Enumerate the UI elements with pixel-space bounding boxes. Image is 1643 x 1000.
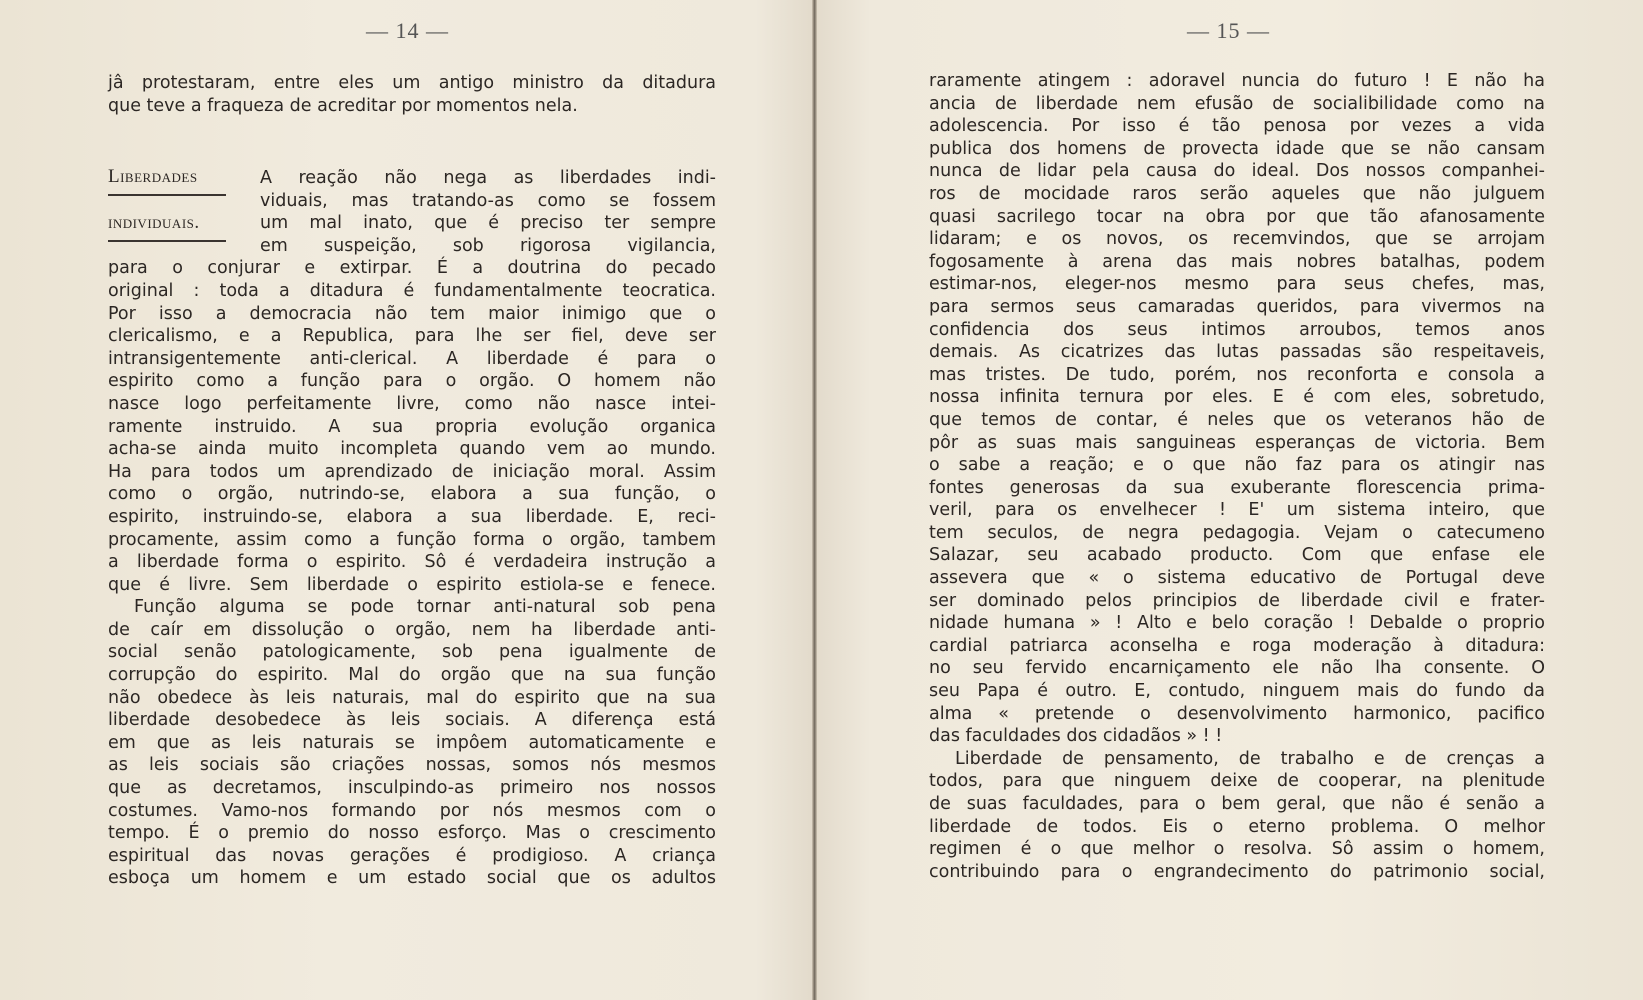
text-line: confidencia dos seus intimos arroubos, temos anos xyxy=(929,319,1545,340)
text-line: nidade humana » ! Alto e belo coração ! Debalde o proprio xyxy=(929,613,1545,634)
text-line: veril, para os envelhecer ! E' um sistema inteiro, que xyxy=(929,500,1545,521)
left-body-paragraph xyxy=(108,167,716,890)
text-line: seu Papa é outro. E, contudo, ninguem mais do fundo da xyxy=(929,681,1545,702)
text-line: assevera que « o sistema educativo de Portugal deve xyxy=(929,568,1545,589)
text-line: adolescencia. Por isso é tão penosa por vezes a vida xyxy=(929,116,1545,137)
text-line: mas tristes. De tudo, porém, nos reconforta e consola a xyxy=(929,364,1545,385)
text-line: um mal inato, que é preciso ter sempre xyxy=(260,213,716,234)
text-line: todos, para que ninguem deixe de cooperar, na plenitude xyxy=(929,771,1545,792)
text-line: ser dominado pelos principios de liberdade civil e frater- xyxy=(929,590,1545,611)
text-line: lidaram; e os novos, os recemvindos, que se arrojam xyxy=(929,229,1545,250)
text-line: contribuindo para o engrandecimento do patrimonio social, xyxy=(929,861,1545,882)
text-line: ancia de liberdade nem efusão de socialibilidade como na xyxy=(929,93,1545,114)
text-line: publica dos homens de provecta idade que se não cansam xyxy=(929,138,1545,159)
text-line: ros de mocidade raros serão aqueles que não julguem xyxy=(929,183,1545,204)
text-line: Função alguma se pode tornar anti-natural sob pena xyxy=(134,597,716,618)
text-line: fontes generosas da sua exuberante florescencia prima- xyxy=(929,477,1545,498)
text-line: que teve a fraqueza de acreditar por momentos nela. xyxy=(108,95,578,116)
text-line: esboça um homem e um estado social que os adultos xyxy=(108,868,716,889)
text-line: que é livre. Sem liberdade o espirito estiola-se e fenece. xyxy=(108,574,716,595)
text-line: espirito como a função para o orgão. O homem não xyxy=(108,371,716,392)
text-line: tem seculos, de negra pedagogia. Vejam o catecumeno xyxy=(929,522,1545,543)
text-line: Por isso a democracia não tem maior inimigo que o xyxy=(108,303,716,324)
left-top-paragraph xyxy=(108,72,716,117)
text-line: liberdade desobedece às leis sociais. A diferença está xyxy=(108,710,716,731)
text-line: Ha para todos um aprendizado de iniciação moral. Assim xyxy=(108,461,716,482)
text-line: clericalismo, e a Republica, para lhe ser fiel, deve ser xyxy=(108,326,716,347)
text-line: A reação não nega as liberdades indi- xyxy=(260,168,716,188)
text-line: costumes. Vamo-nos formando por nós mesmos com o xyxy=(108,800,716,821)
text-line: ramente instruido. A sua propria evolução organica xyxy=(108,416,716,437)
page-number-left: — 14 — xyxy=(366,18,449,43)
text-line: demais. As cicatrizes das lutas passadas são respeitaveis, xyxy=(929,342,1545,363)
text-line: em que as leis naturais se impôem automaticamente e xyxy=(108,732,716,753)
text-line: raramente atingem : adoravel nuncia do futuro ! E não ha xyxy=(929,71,1545,91)
text-line: espirito, instruindo-se, elabora a sua liberdade. E, reci- xyxy=(108,506,716,527)
text-line: para sermos seus camaradas queridos, para vivermos na xyxy=(929,296,1545,317)
text-line: quasi sacrilego tocar na obra por que tão afanosamente xyxy=(929,206,1545,227)
text-line: que as decretamos, insculpindo-as primeiro nos nossos xyxy=(108,778,716,799)
text-line: acha-se ainda muito incompleta quando vem ao mundo. xyxy=(108,439,716,460)
text-line: de caír em dissolução o orgão, nem ha liberdade anti- xyxy=(108,619,716,640)
text-line: as leis sociais são criações nossas, somos nós mesmos xyxy=(108,755,716,776)
text-line: de suas faculdades, para o bem geral, que não é senão a xyxy=(929,794,1545,814)
page-number-right: — 15 — xyxy=(1187,18,1270,43)
text-line: regimen é o que melhor o resolva. Sô assim o homem, xyxy=(929,839,1545,860)
text-line: Liberdade de pensamento, de trabalho e de crenças a xyxy=(955,748,1545,769)
text-line: nunca de lidar pela causa do ideal. Dos nossos companhei- xyxy=(929,161,1545,182)
text-line: jâ protestaram, entre eles um antigo ministro da ditadura xyxy=(108,73,716,93)
text-line: nossa infinita ternura por eles. E é com eles, sobretudo, xyxy=(929,387,1545,408)
text-line: a liberdade forma o espirito. Sô é verdadeira instrução a xyxy=(108,552,716,573)
text-line: social senão patologicamente, sob pena igualmente de xyxy=(108,642,716,663)
text-line: liberdade de todos. Eis o eterno problema. O melhor xyxy=(929,816,1545,837)
text-line: das faculdades dos cidadãos » ! ! xyxy=(929,726,1223,747)
right-body-text xyxy=(929,70,1545,883)
text-line: espiritual das novas gerações é prodigioso. A criança xyxy=(108,845,716,866)
text-line: para o conjurar e extirpar. É a doutrina do pecado xyxy=(108,258,716,279)
text-line: que temos de contar, é neles que os veteranos hão de xyxy=(929,409,1545,430)
text-line: em suspeição, sob rigorosa vigilancia, xyxy=(260,235,716,256)
sidenote-line-1: Liberdades xyxy=(108,166,198,187)
sidenote-line-2: individuais. xyxy=(108,212,200,233)
text-line: tempo. É o premio do nosso esforço. Mas o crescimento xyxy=(108,823,716,844)
right-page xyxy=(817,0,1643,1000)
text-line: viduais, mas tratando-as como se fossem xyxy=(260,190,716,211)
text-line: pôr as suas mais sanguineas esperanças de victoria. Bem xyxy=(929,432,1545,453)
text-line: procamente, assim como a função forma o orgão, tambem xyxy=(108,529,716,550)
text-line: o sabe a reação; e o que não faz para os atingir nas xyxy=(929,455,1545,476)
text-line: nasce logo perfeitamente livre, como não nasce intei- xyxy=(108,393,716,414)
text-line: original : toda a ditadura é fundamentalmente teocratica. xyxy=(108,280,716,301)
text-line: intransigentemente anti-clerical. A liberdade é para o xyxy=(108,348,716,369)
text-line: estimar-nos, eleger-nos mesmo para seus chefes, mas, xyxy=(929,274,1545,295)
text-line: como o orgão, nutrindo-se, elabora a sua função, o xyxy=(108,484,716,505)
text-line: no seu fervido encarniçamento ele não lha consente. O xyxy=(929,658,1545,679)
text-line: corrupção do espirito. Mal do orgão que na sua função xyxy=(108,665,716,686)
left-page xyxy=(0,0,812,1000)
text-line: Salazar, seu acabado producto. Com que enfase ele xyxy=(929,545,1545,566)
text-line: alma « pretende o desenvolvimento harmonico, pacifico xyxy=(929,703,1545,724)
text-line: não obedece às leis naturais, mal do espirito que na sua xyxy=(108,687,716,708)
text-line: cardial patriarca aconselha e roga moderação à ditadura: xyxy=(929,635,1545,656)
text-line: fogosamente à arena das mais nobres batalhas, podem xyxy=(929,251,1545,272)
